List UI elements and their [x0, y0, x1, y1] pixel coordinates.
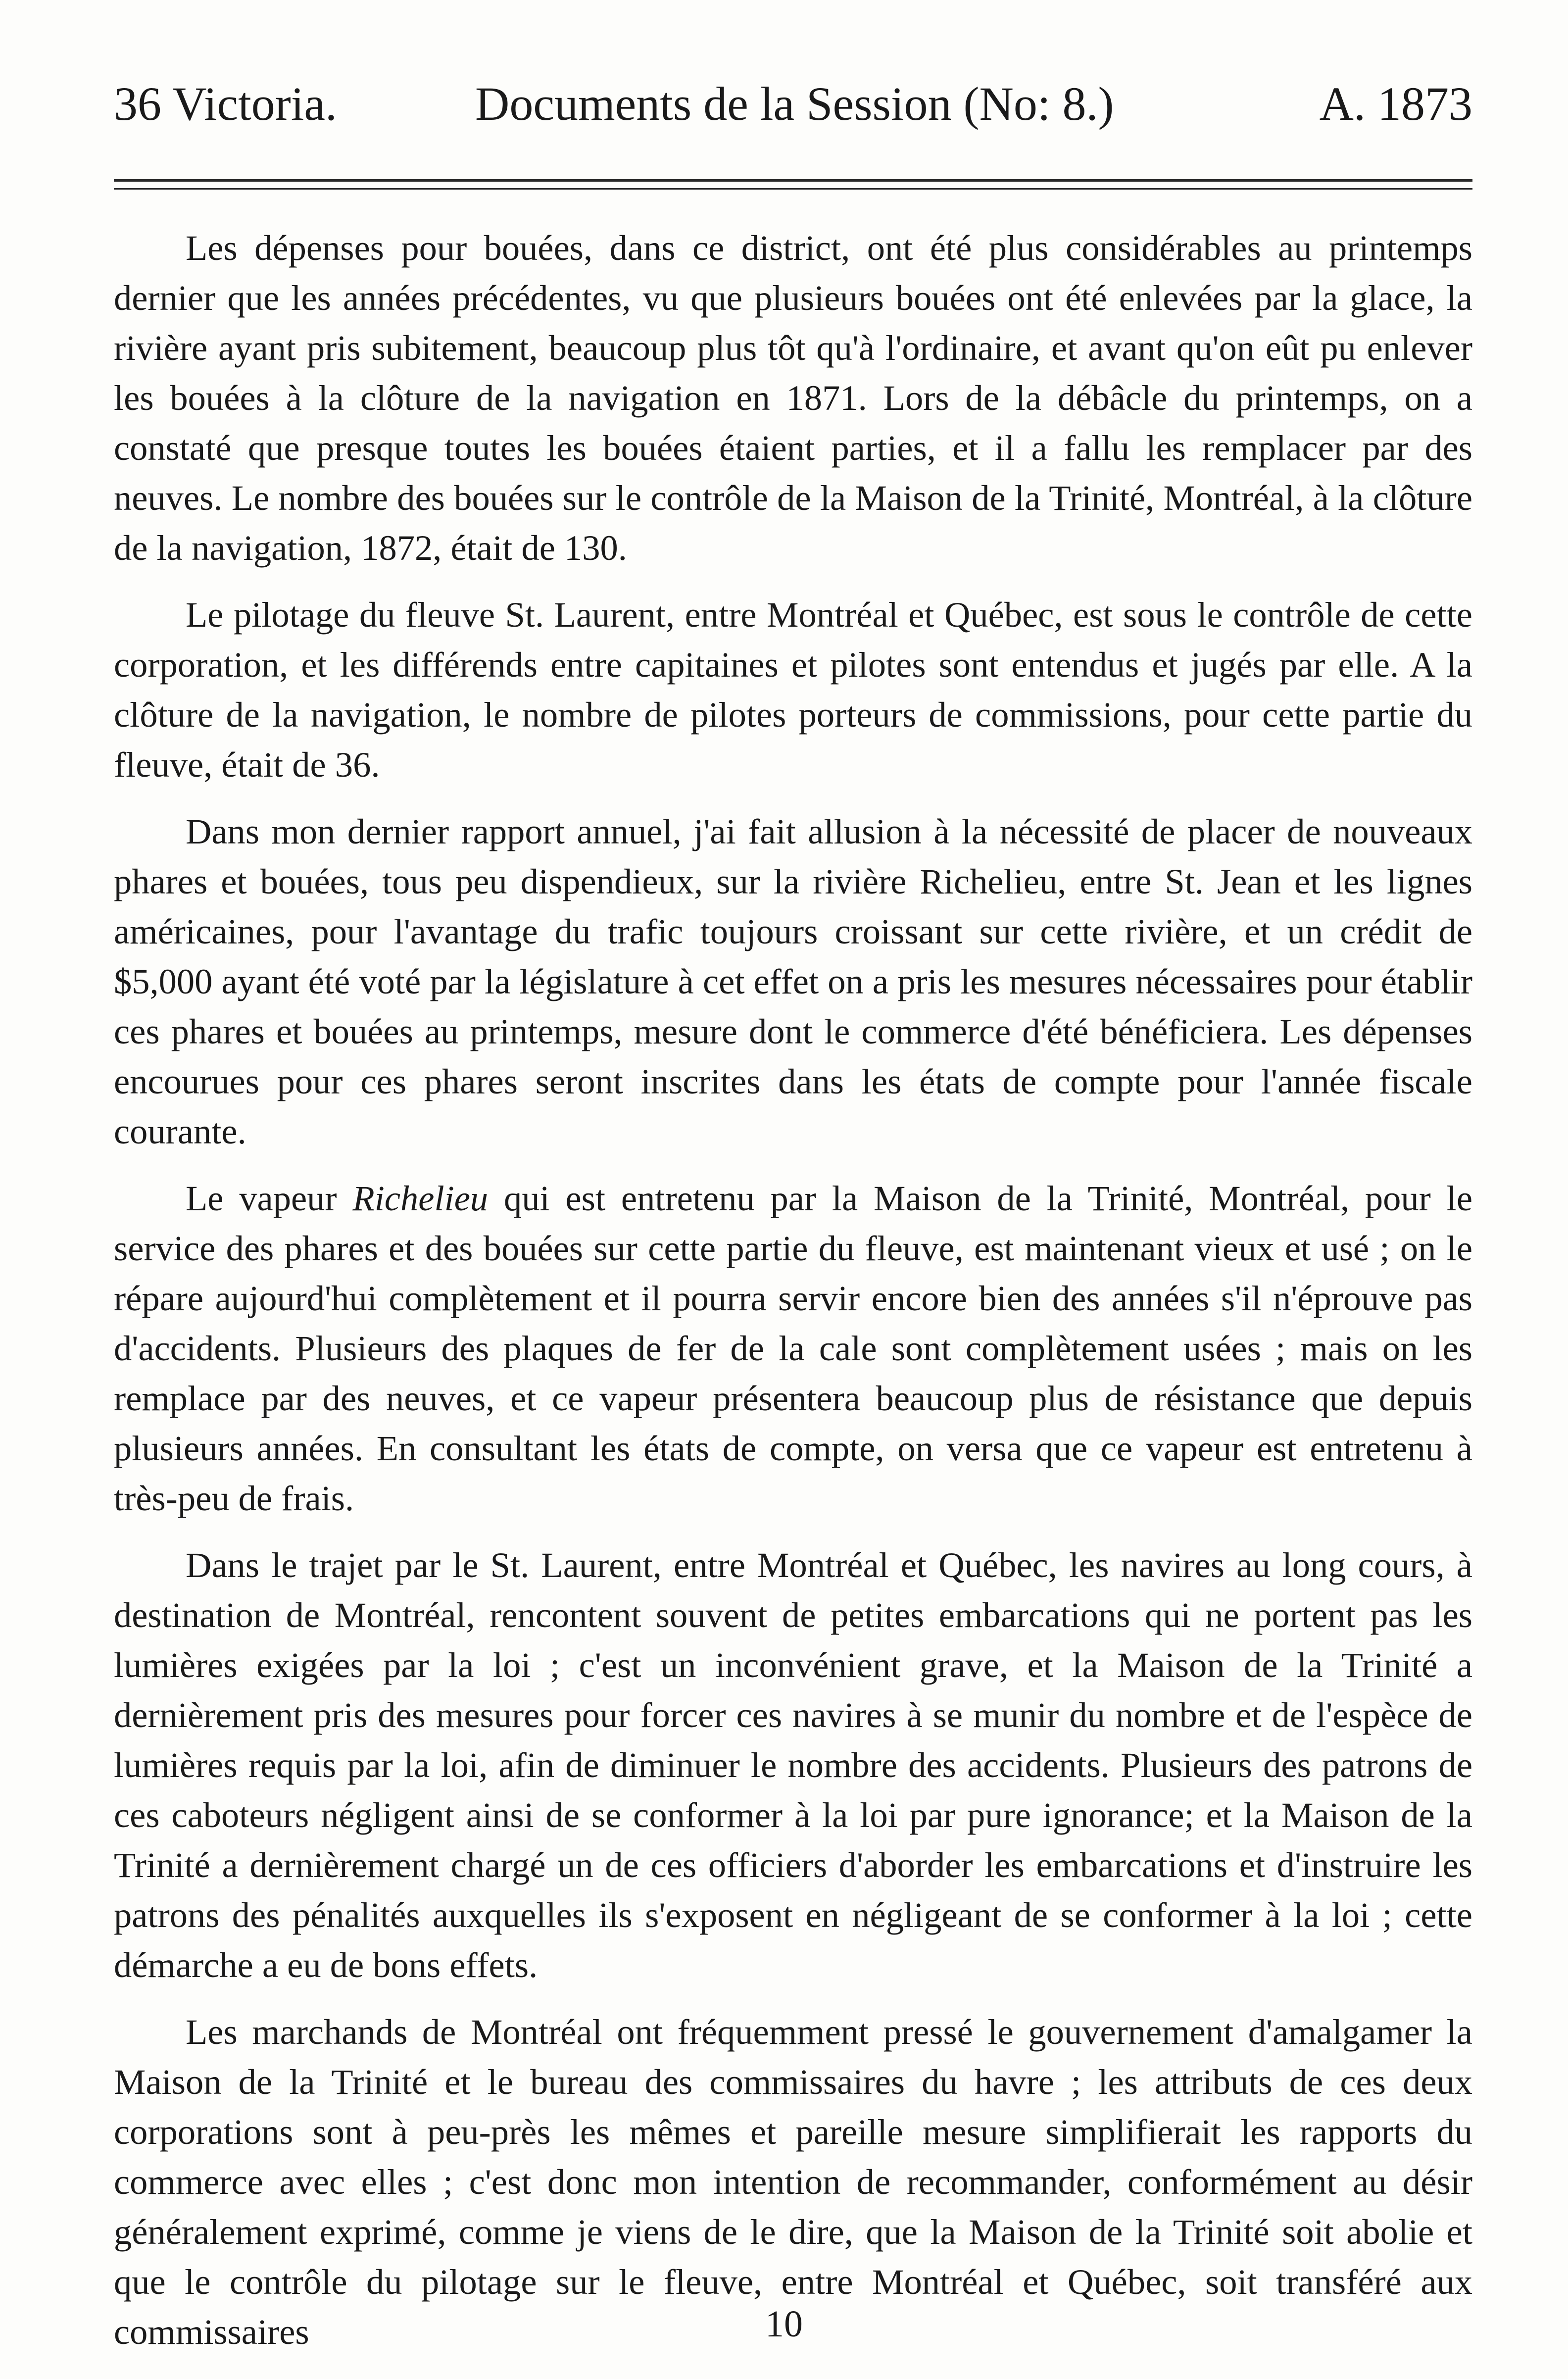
- header-rule-thin: [114, 188, 1472, 190]
- paragraph-richelieu-lights: Dans mon dernier rapport annuel, j'ai fait allusion à la nécessité de placer de nouveaux phares et bouées, tous peu dispendieux, sur la rivière Richelieu, entre St. Jean et les lignes américaines, pour l'avantage du trafic toujours croissant sur cette rivière, et un crédit de $5,000 ayant été voté par la législature à cet effet on a pris les mesures nécessaires pour établir ces phares et bouées au printemps, mesure dont le commerce d'été bénéficiera. Les dépenses encourues pour ces phares seront inscrites dans les états de compte pour l'année fiscale courante.: [114, 811, 1472, 1151]
- paragraph-buoys: Les dépenses pour bouées, dans ce district, ont été plus considérables au printemps dernier que les années précédentes, vu que plusieurs bouées ont été enlevées par la glace, la rivière ayant pris subitement, beaucoup plus tôt qu'à l'ordinaire, et avant qu'on eût pu enlever les bouées à la clôture de la navigation en 1871. Lors de la débâcle du printemps, on a constaté que presque toutes les bouées étaient parties, et il a fallu les remplacer par des neuves. Le nombre des bouées sur le contrôle de la Maison de la Trinité, Montréal, à la clôture de la navigation, 1872, était de 130.: [114, 228, 1472, 568]
- paragraph-amalgamation: Les marchands de Montréal ont fréquemment pressé le gouvernement d'amalgamer la Maison de la Trinité et le bureau des commissaires du havre ; les attributs de ces deux corporations sont à peu-près les mêmes et pareille mesure simplifierait les rapports du commerce avec elles ; c'est donc mon intention de recommander, conformément au désir généralement exprimé, comme je viens de le dire, que la Maison de la Trinité soit abolie et que le contrôle du pilotage sur le fleuve, entre Montréal et Québec, soit transféré aux commissaires: [114, 2012, 1472, 2352]
- paragraph-navigation-lights: Dans le trajet par le St. Laurent, entre Montréal et Québec, les navires au long cours, à destination de Montréal, rencontent souvent de petites embarcations qui ne portent pas les lumières exigées par la loi ; c'est un inconvénient grave, et la Maison de la Trinité a dernièrement pris des mesures pour forcer ces navires à se munir du nombre et de l'espèce de lumières requis par la loi, afin de diminuer le nombre des accidents. Plusieurs des patrons de ces caboteurs négligent ainsi de se conformer à la loi par pure ignorance; et la Maison de la Trinité a dernièrement chargé un de ces officiers d'aborder les embarcations et d'instruire les patrons des pénalités auxquelles ils s'exposent en négligeant de se conformer à la loi ; cette démarche a eu de bons effets.: [114, 1545, 1472, 1985]
- header-volume: 36 Victoria.: [114, 77, 338, 130]
- header-rule-thick: [114, 179, 1472, 182]
- steamer-name: Richelieu: [352, 1178, 489, 1218]
- header-year: A. 1873: [1319, 77, 1472, 130]
- page-number: 10: [765, 2303, 803, 2345]
- header-title: Documents de la Session (No: 8.): [475, 77, 1114, 130]
- steamer-intro: Le vapeur: [186, 1178, 353, 1218]
- paragraph-steamer: [114, 1173, 1472, 1523]
- paragraph-pilotage: Le pilotage du fleuve St. Laurent, entre Montréal et Québec, est sous le contrôle de cette corporation, et les différends entre capitaines et pilotes sont entendus et jugés par elle. A la clôture de la navigation, le nombre de pilotes porteurs de commissions, pour cette partie du fleuve, était de 36.: [114, 595, 1472, 785]
- steamer-text: qui est entretenu par la Maison de la Trinité, Montréal, pour le service des phares et des bouées sur cette partie du fleuve, est maintenant vieux et usé ; on le répare aujourd'hui complètement et il pourra servir encore bien des années s'il n'éprouve pas d'accidents. Plusieurs des plaques de fer de la cale sont complètement usées ; mais on les remplace par des neuves, et ce vapeur présentera beaucoup plus de résistance que depuis plusieurs années. En consultant les états de compte, on versa que ce vapeur est entretenu à très-peu de frais.: [114, 1178, 1472, 1518]
- running-header: [114, 74, 1472, 134]
